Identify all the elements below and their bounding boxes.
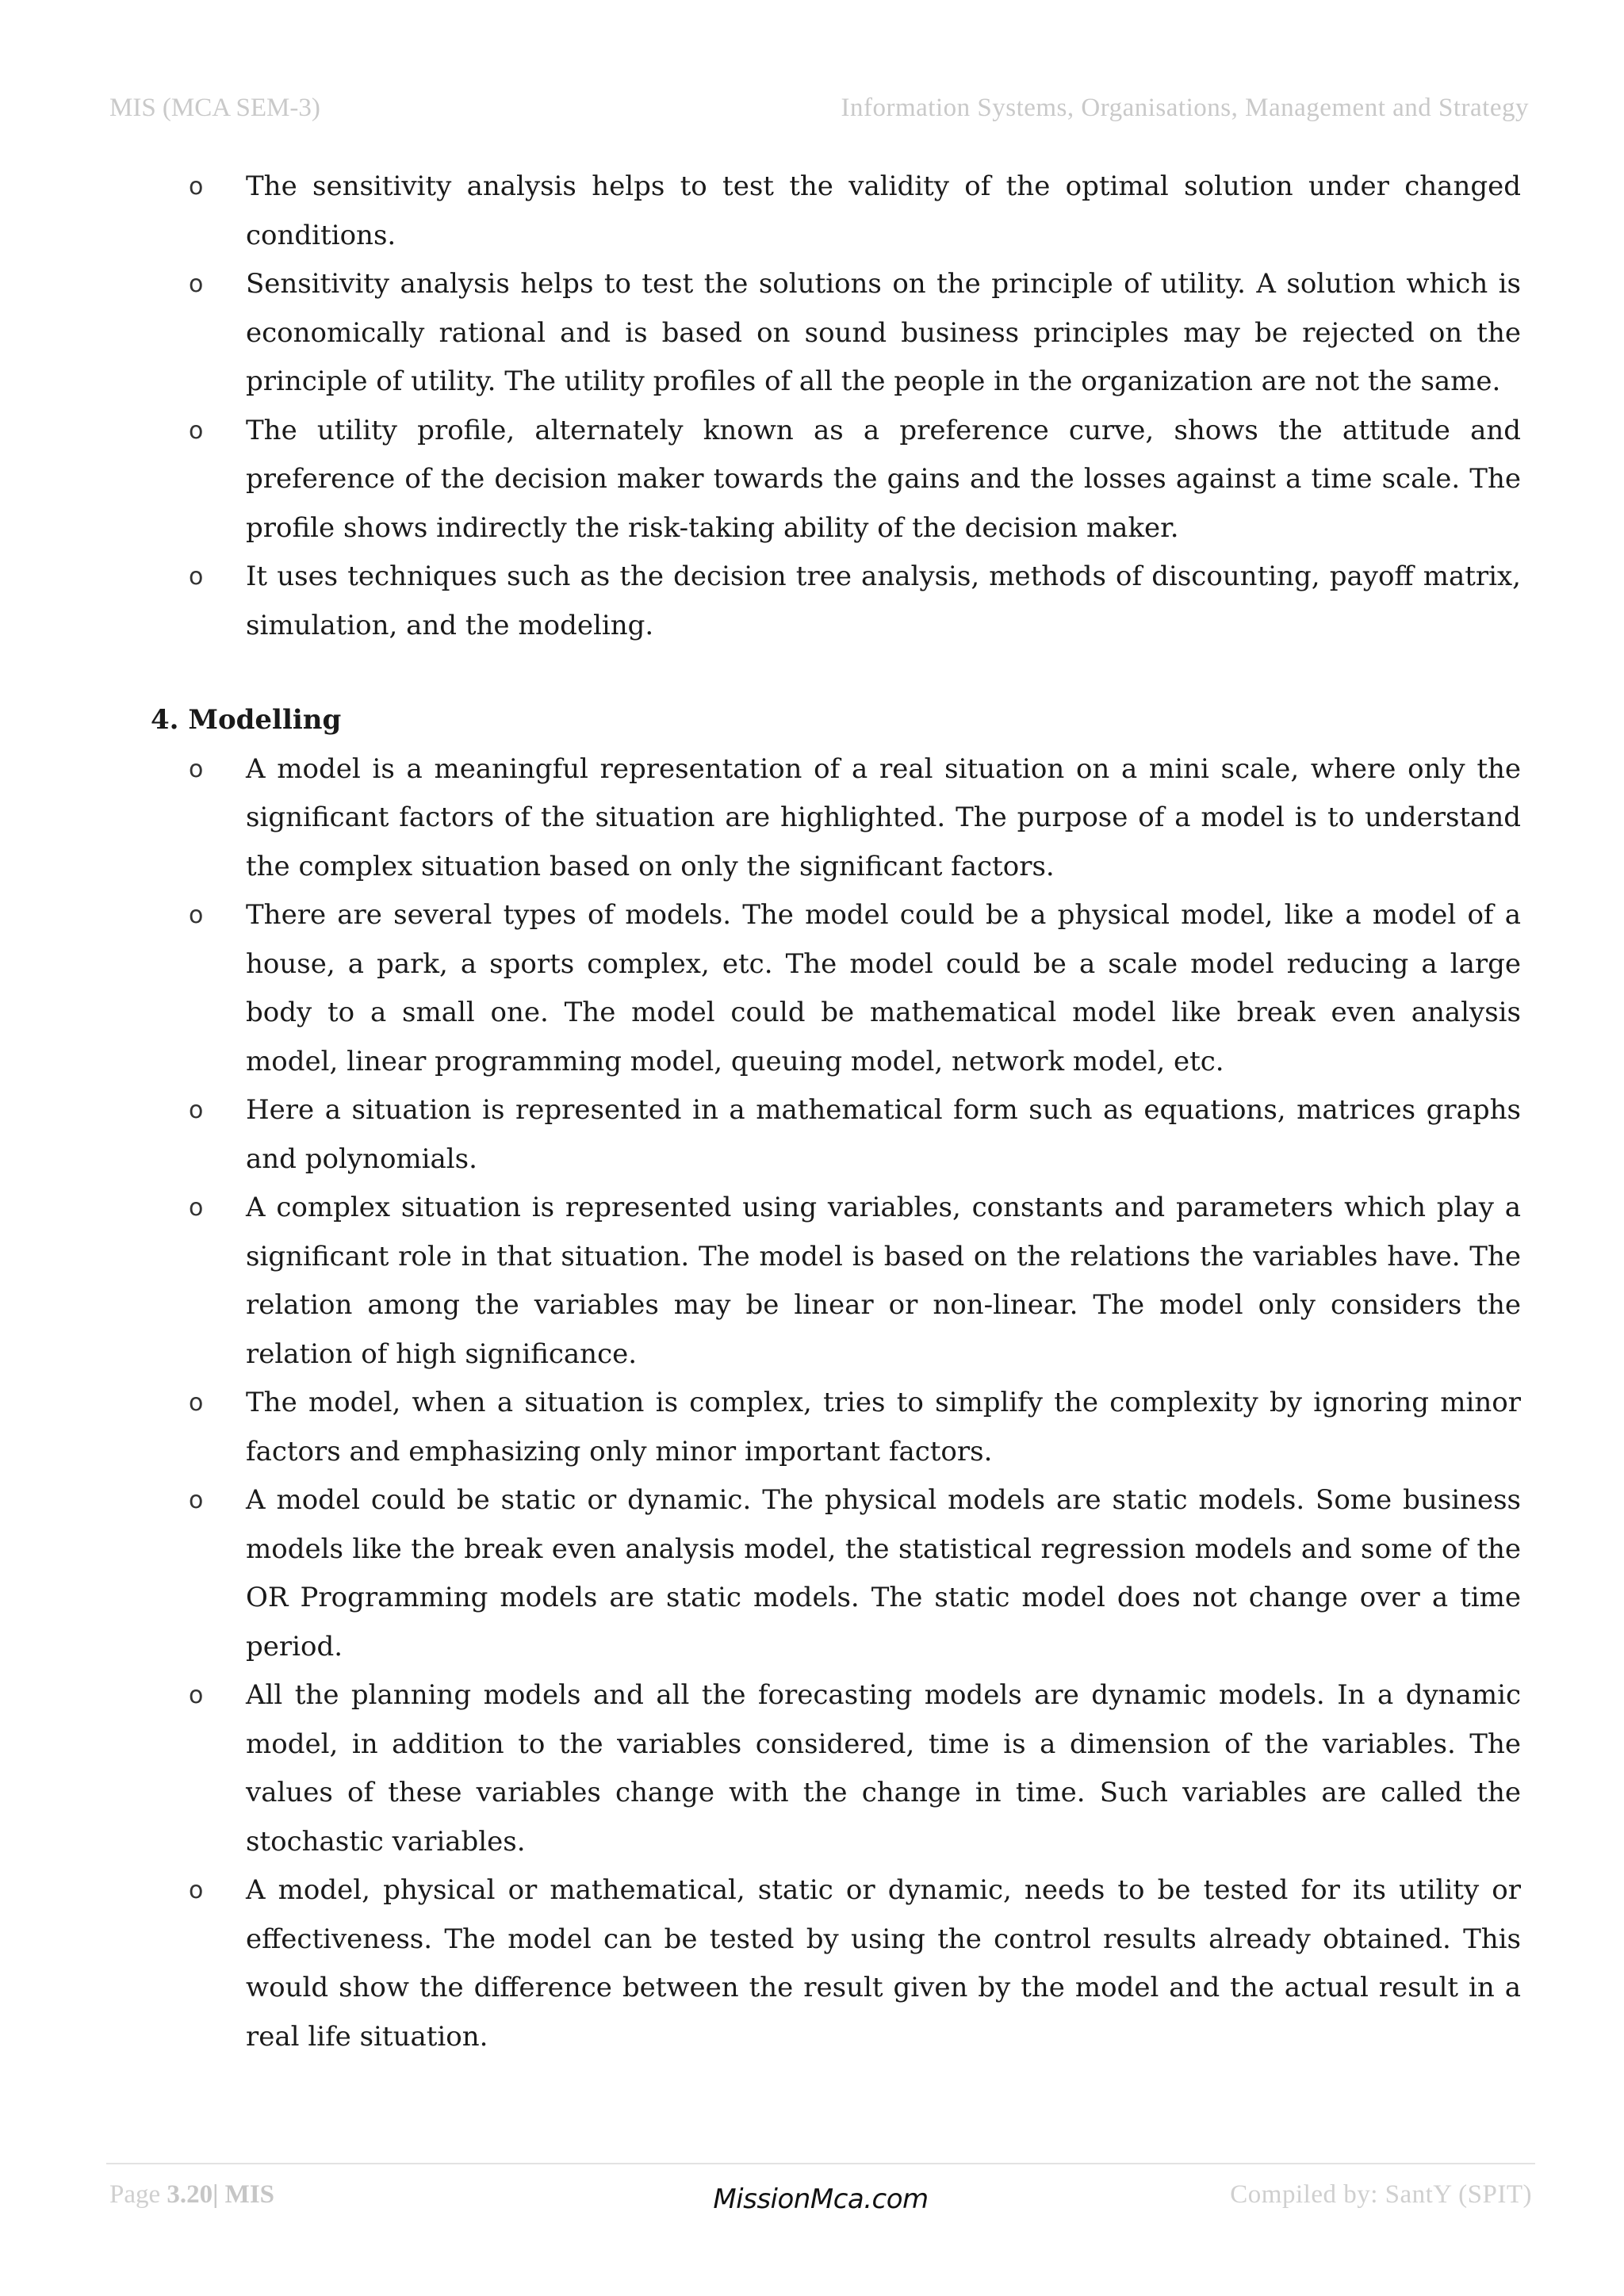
missionmca-logo: MissionMca.com [713, 2183, 929, 2215]
intro-bullet-list [151, 163, 1521, 650]
bullet-marker: o [189, 563, 204, 591]
page-header [109, 94, 1529, 132]
list-item-text: There are several types of models. The model could be a physical model, like a model of a house, a park, a sports complex, etc. The model could be a scale model reducing a large body to a small one. The model could be mathematical model like break even analysis model, linear programming model, queuing model, network model, etc. [246, 899, 1521, 1077]
bullet-marker: o [189, 901, 204, 929]
list-item-text: The utility profile, alternately known as a preference curve, shows the attitude and preference of the decision maker towards the gains and the losses against a time scale. The profile shows indirectly the risk-taking ability of the decision maker. [246, 414, 1521, 544]
list-item [151, 1184, 1521, 1379]
footer-page-info [109, 2180, 274, 2210]
list-item [151, 553, 1521, 650]
footer-page-suffix: | MIS [213, 2180, 275, 2209]
footer-page-prefix: Page [109, 2180, 167, 2209]
modelling-bullet-list [151, 745, 1521, 2062]
list-item-text: All the planning models and all the forecasting models are dynamic models. In a dynamic model, in addition to the variables considered, time is a dimension of the variables. The values of these variables change with the change in time. Such variables are called the stochastic variables. [246, 1679, 1521, 1858]
list-item [151, 260, 1521, 407]
bullet-marker: o [189, 416, 204, 445]
footer-compiled-by: Compiled by: SantY (SPIT) [1230, 2180, 1532, 2209]
list-item [151, 1476, 1521, 1671]
list-item [151, 1866, 1521, 2061]
bullet-marker: o [189, 1389, 204, 1417]
footer-page-number: 3.20 [167, 2180, 213, 2209]
list-item-text: A model is a meaningful representation of a real situation on a mini scale, where only the significant factors of the situation are highlighted. The purpose of a model is to understand the complex situation based on only the significant factors. [246, 752, 1521, 882]
page-content [151, 163, 1521, 2061]
list-item-text: Sensitivity analysis helps to test the solutions on the principle of utility. A solution which is economically rational and is based on sound business principles may be rejected on the principle of utility. The utility profiles of all the people in the organization are not the same. [246, 268, 1521, 397]
page-footer [106, 2163, 1535, 2236]
header-course-title: MIS (MCA SEM-3) [109, 94, 320, 122]
bullet-marker: o [189, 1194, 204, 1222]
list-item [151, 163, 1521, 260]
list-item-text: A complex situation is represented using variables, constants and parameters which play a significant role in that situation. The model is based on the relations the variables have. The relation among the variables may be linear or non-linear. The model only considers the relation of high significance. [246, 1192, 1521, 1370]
section-heading: 4. Modelling [151, 704, 342, 736]
header-chapter-title: Information Systems, Organisations, Management and Strategy [841, 94, 1529, 122]
list-item-text: Here a situation is represented in a mathematical form such as equations, matrices graphs and polynomials. [246, 1094, 1521, 1175]
list-item-text: The model, when a situation is complex, tries to simplify the complexity by ignoring minor factors and emphasizing only minor important factors. [246, 1387, 1521, 1468]
list-item-text: The sensitivity analysis helps to test the validity of the optimal solution under changed conditions. [246, 170, 1521, 251]
list-item-text: It uses techniques such as the decision tree analysis, methods of discounting, payoff matrix, simulation, and the modeling. [246, 561, 1521, 641]
list-item [151, 1086, 1521, 1184]
list-item [151, 1379, 1521, 1476]
bullet-marker: o [189, 1877, 204, 1904]
list-item-text: A model, physical or mathematical, static or dynamic, needs to be tested for its utility or effectiveness. The model can be tested by using the control results already obtained. This would show the difference between the result given by the model and the actual result in a real life situation. [246, 1874, 1521, 2053]
list-item [151, 1671, 1521, 1866]
list-item-text: A model could be static or dynamic. The physical models are static models. Some business models like the break even analysis model, the statistical regression models and some of the OR Programming models are static models. The static model does not change over a time period. [246, 1484, 1521, 1663]
bullet-marker: o [189, 755, 204, 783]
bullet-marker: o [189, 1487, 204, 1514]
bullet-marker: o [189, 1096, 204, 1124]
bullet-marker: o [189, 270, 204, 298]
list-item [151, 745, 1521, 892]
list-item [151, 891, 1521, 1086]
bullet-marker: o [189, 1682, 204, 1709]
bullet-marker: o [189, 173, 204, 201]
list-item [151, 407, 1521, 553]
